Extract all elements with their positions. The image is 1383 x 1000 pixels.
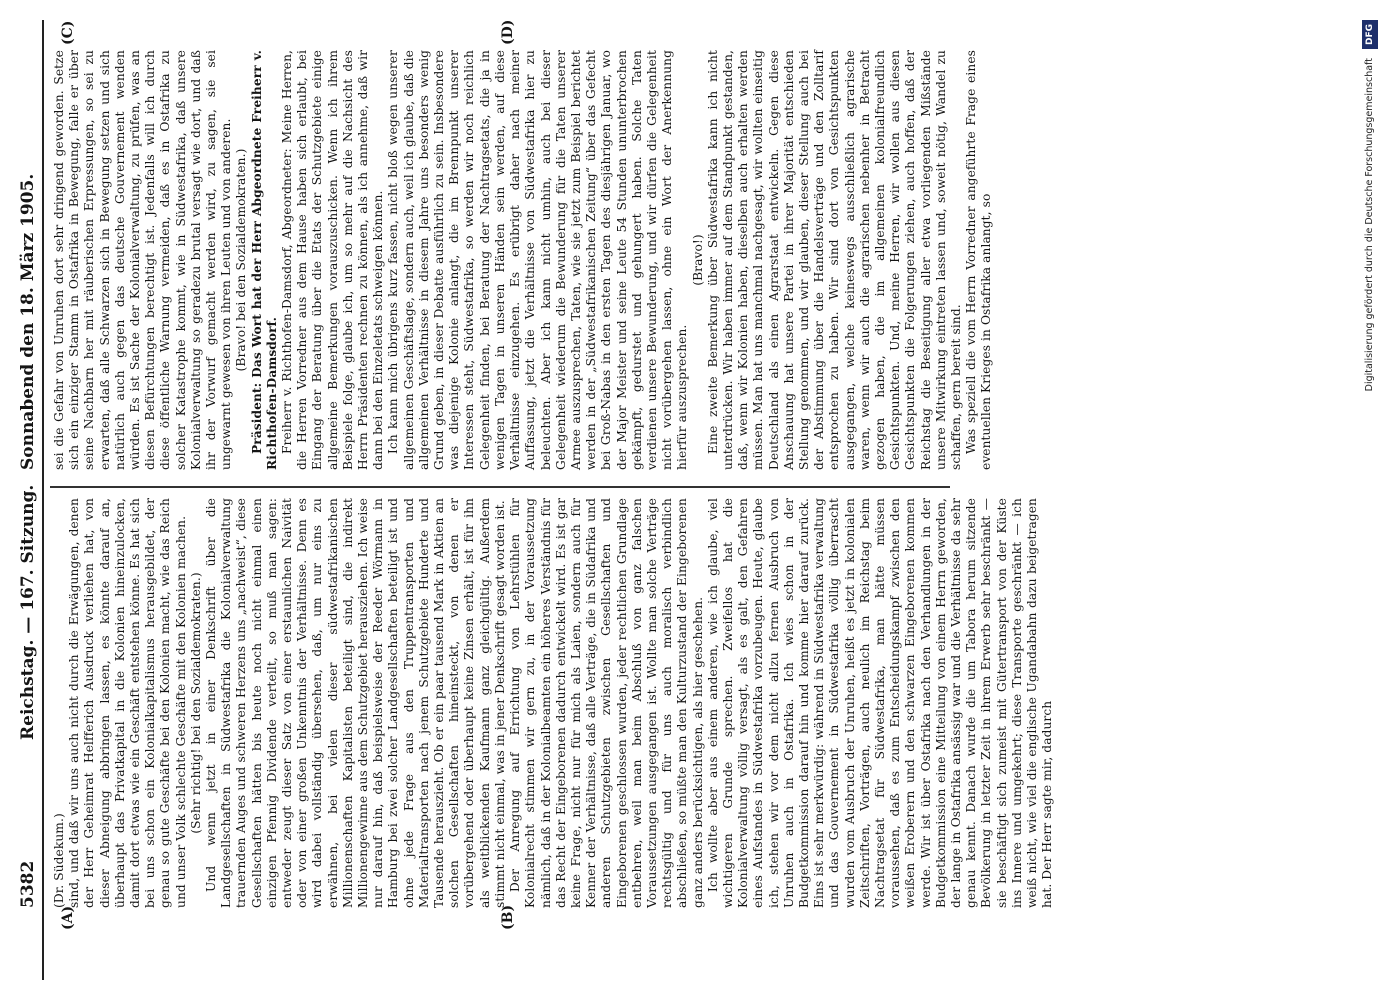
right-paragraph: sei die Gefahr von Unruhen dort sehr dringend geworden. Setze sich ein einziger Stamm in Ostafrika in Bewegung, falle er über seine Nachbarn her mit räuberischen Erpressungen, so sei zu erwarten, daß alle Schwarzen sich in Bewegung setzen und sich natürlich auch gegen das deutsche Gouvernement wenden würden. Es ist Sache der Kolonialverwaltung, zu prüfen, was an diesen Befürchtungen berechtigt ist. Jedenfalls will ich durch diese öffentliche Warnung vermeiden, daß es in Ostafrika zu solcher Katastrophe kommt, wie in Südwestafrika, daß unsere Kolonialverwaltung so geradezu brutal versagt wie dort, und daß ihr der Vorwurf gemacht werden wird, zu sagen, sie sei ungewarnt gewesen von ihren Leuten und von anderen. — [52, 50, 234, 470]
right-paragraph: Freiherr v. Richthofen-Damsdorf, Abgeordneter: Meine Herren, die Herren Vorredner aus dem Hause haben sich erlaubt, bei Eingang der Beratung über die Etats der Schutzgebiete einige allgemeine Bemerkungen vorauszuschicken. Wenn ich ihrem Beispiele folge, glaube ich, um so mehr auf die Nachsicht des Herrn Präsidenten rechnen zu können, als ich annehme, daß wir dann bei den Einzeletats schweigen können. — [280, 50, 386, 470]
dfg-logo: DFG — [1362, 20, 1378, 49]
right-column — [52, 50, 994, 470]
right-paragraph: Was speziell die vom Herrn Vorredner angeführte Frage eines eventuellen Krieges in Ostafrika anlangt, so — [964, 50, 994, 470]
page-header — [0, 0, 60, 1000]
page-number: 5382 — [18, 860, 38, 908]
margin-marker-c: (C) — [60, 20, 76, 45]
right-paragraph: (Bravo! bei den Sozialdemokraten.) — [234, 148, 249, 372]
left-paragraph: sind, und daß wir uns auch nicht durch die Erwägungen, denen der Herr Geheimrat Helfferich Ausdruck verliehen hat, von dieser Abneigung abbringen lassen, es könnte darauf an, überhaupt das Privatkapital in die Kolonien hineinzulocken, damit dort etwas wie ein Geschäft entstehen könne. Es hat sich bei uns schon ein Kolonialkapitalismus herausgebildet, der genau so gute Geschäfte bei den Kolonien macht, wie das Reich und unser Volk schlechte Geschäfte mit den Kolonien machen. — [67, 498, 188, 908]
margin-marker-d: (D) — [500, 19, 516, 45]
speaker-tag: (Dr. Südekum.) — [52, 813, 66, 908]
right-paragraph: Eine zweite Bemerkung über Südwestafrika kann ich nicht unterdrücken. Wir haben immer auf dem Standpunkt gestanden, daß, wenn wir Kolonien haben, dieselben auch erhalten werden müssen. Man hat uns manchmal nachgesagt, wir wollten einseitig Deutschland als einen Agrarstaat entwickeln. Gegen diese Anschauung hat unsere Partei in ihrer Majorität entschieden Stellung genommen, und wir glauben, dieser Stellung auch bei der Abstimmung über die Handelsverträge und den Zolltarif entsprochen zu haben. Wir sind dort von Gesichtspunkten ausgegangen, welche keineswegs ausschließlich agrarische waren, wenn wir auch die agrarischen nebenher in Betracht gezogen haben, die im allgemeinen kolonialfreundlich Gesichtspunkten. Und, meine Herren, wir wollen aus diesen Gesichtspunkten die Folgerungen ziehen, auch hoffen, daß der Reichstag die Beseitigung aller etwa vorliegenden Mißstände unsere Mitwirkung eintreten lassen und, soweit nötig, Wandel zu schaffen, gern bereit sind. — [705, 50, 963, 470]
right-paragraph: (Bravo!) — [690, 234, 705, 286]
right-paragraph: Präsident: Das Wort hat der Herr Abgeordnete Freiherr v. Richthofen-Damsdorf. — [249, 50, 279, 470]
funding-sidebar — [1359, 20, 1381, 960]
funding-note: Digitalisierung gefördert durch die Deutsche Forschungsgemeinschaft — [1364, 58, 1375, 392]
header-rule — [42, 20, 44, 980]
session-date: Sonnabend den 18. März 1905. — [18, 173, 38, 470]
left-paragraph: Und wenn jetzt in einer Denkschrift über die Landgesellschaften in Südwestafrika die Kolonialverwaltung trauernden Auges und schweren Herzens uns „nachweist“, diese Gesellschaften hätten bis heute noch nicht einmal einen einzigen Pfennig Dividende verteilt, so muß man sagen: entweder zeugt dieser Satz von einer erstaunlichen Naivität oder von einer großen Unkenntnis der Verhältnisse. Denn es wird dabei vollständig übersehen, daß, um nur eins zu erwähnen, bei vielen dieser südwestafrikanischen Millionenschaften Kapitalisten beteiligt sind, die indirekt Millionengewinne aus dem Schutzgebiet herausziehen. Ich weise nur darauf hin, daß beispielsweise der Reeder Wörmann in Hamburg bei zwei solcher Landgesellschaften beteiligt ist und ohne jede Frage aus den Truppentransporten und Materialtransporten nach jenem Schutzgebiete Hunderte und Tausende herauszieht. Ob er ein paar tausend Mark in Aktien an solchen Gesellschaften hineinsteckt, von denen er vorübergehend oder überhaupt keine Zinsen erhält, ist für ihn als weitblickenden Kaufmann ganz gleichgültig. Außerdem stimmt nicht einmal, was in jener Denkschrift gesagt worden ist. — [204, 498, 507, 908]
left-paragraph: (Sehr richtig! bei den Sozialdemokraten.) — [188, 572, 203, 834]
left-paragraph: Ich wollte aber aus einem anderen, wie ich glaube, viel wichtigeren Grunde sprechen. Zweifellos hat die Kolonialverwaltung völlig versagt, als es galt, den Gefahren eines Aufstandes in Südwestafrika vorzubeugen. Heute, glaube ich, stehen wir vor dem nicht allzu fernen Ausbruch von Unruhen auch in Ostafrika. Ich wies schon in der Budgetkommission darauf hin und komme hier darauf zurück. Eins ist sehr merkwürdig: während in Südwestafrika verwaltung und das Gouvernement in Südwestafrika völlig überrascht wurden vom Ausbruch der Unruhen, heißt es jetzt in kolonialen Zeitschriften, Vorträgen, auch neulich im Reichstag beim Nachtragsetat für Südwestafrika, man hätte müssen voraussehen, daß es zum Entscheidungskampf zwischen den weißen Eroberern und den schwarzen Eingeborenen kommen werde. Wir ist über Ostafrika nach den Verhandlungen in der Budgetkommission eine Mitteilung von einem Herrn geworden, der lange in Ostafrika ansässig war und die Verhältnisse da sehr genau kennt. Danach wurde die um Tabora herum sitzende Bevölkerung in letzter Zeit in ihrem Erwerb sehr beschränkt — sie beschäftigt sich zumeist mit Gütertransport von der Küste ins Innere und umgekehrt; diese Transporte geschränkt — ich weiß nicht, wie viel die englische Ugandabahn dazu beigetragen hat. Der Herr sagte mir, dadurch — [705, 498, 1055, 908]
margin-marker-b: (B) — [500, 904, 516, 930]
running-title: Reichstag. — 167. Sitzung. — [18, 484, 38, 740]
left-column — [52, 498, 1055, 908]
margin-marker-a: (A) — [60, 905, 76, 930]
column-rule — [50, 486, 950, 488]
right-paragraph: Ich kann mich übrigens kurz fassen, nicht bloß wegen unserer allgemeinen Geschäftslage, sondern auch, weil ich glaube, daß die allgemeinen Verhältnisse in diesem Jahre uns besonders wenig Grund geben, in dieser Debatte ausführlich zu sein. Insbesondere was diejenige Kolonie anlangt, die im Brennpunkt unserer Interessen steht, Südwestafrika, so werden wir noch reichlich Gelegenheit finden, bei Beratung der Nachtragsetats, die ja in wenigen Tagen in unseren Händen sein werden, auf diese Verhältnisse einzugehen. Es erübrigt daher nach meiner Auffassung, jetzt die Verhältnisse von Südwestafrika hier zu beleuchten. Aber ich kann nicht umhin, auch bei dieser Gelegenheit wiederum die Bewunderung für die Taten unserer Armee auszusprechen, Taten, wie sie jetzt zum Beispiel berichtet werden in der „Südwestafrikanischen Zeitung“ über das Gefecht bei Groß-Nabas in den ersten Tagen des diesjährigen Januar, wo der Major Meister und seine Leute 54 Stunden ununterbrochen gekämpft, gedurstet und gehungert haben. Solche Taten verdienen unsere Bewunderung, und wir dürfen die Gelegenheit nicht vorübergehen lassen, ohne ein Wort der Anerkennung hierfür auszusprechen. — [386, 50, 690, 470]
left-paragraph: Der Anregung auf Errichtung von Lehrstühlen für Kolonialrecht stimmen wir gern zu, in der Voraussetzung nämlich, daß in der Kolonialbeamten ein höheres Verständnis für das Recht der Eingeborenen dadurch entwickelt wird. Es ist gar keine Frage, nicht nur für mich als Laien, sondern auch für Kenner der Verhältnisse, daß alle Verträge, die in Südafrika und anderen Schutzgebieten zwischen Gesellschaften und Eingeborenen geschlossen wurden, jeder rechtlichen Grundlage entbehren, weil man beim Abschluß von ganz falschen Voraussetzungen ausgegangen ist. Wollte man solche Verträge rechtsgültig und für uns auch moralisch verbindlich abschließen, so müßte man den Kulturzustand der Eingeborenen ganz anders berücksichtigen, als hier geschehen. — [508, 498, 705, 908]
